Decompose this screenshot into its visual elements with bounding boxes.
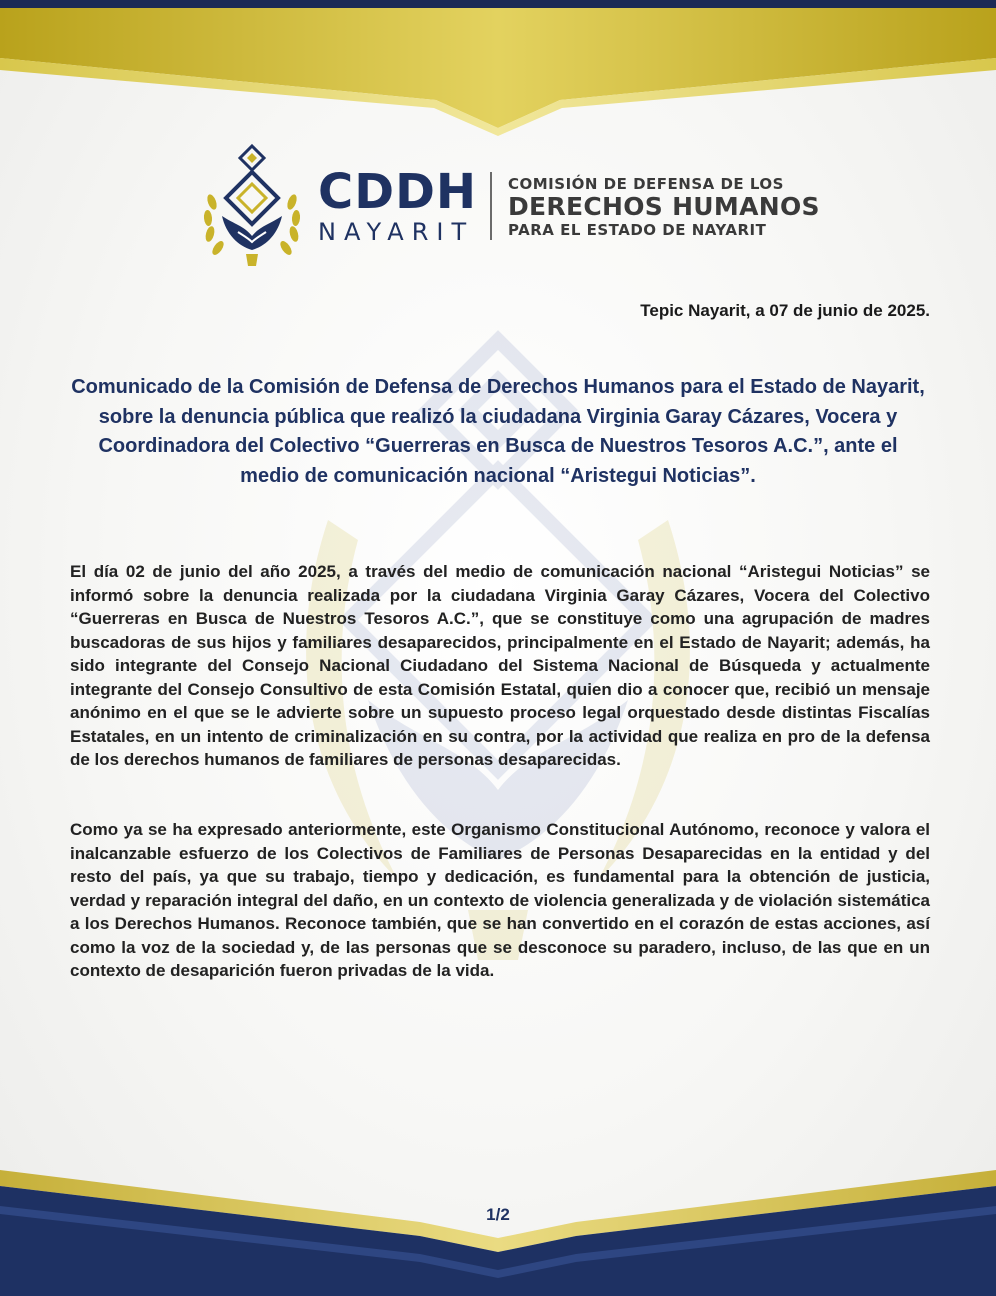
brand-divider <box>490 172 492 240</box>
brand-full-line1: COMISIÓN DE DEFENSA DE LOS <box>508 175 784 193</box>
document-date: Tepic Nayarit, a 07 de junio de 2025. <box>640 301 930 320</box>
brand-region: NAYARIT <box>318 218 475 246</box>
document-title: Comunicado de la Comisión de Defensa de Derechos Humanos para el Estado de Nayarit, sobre la denuncia pública que realizó la ciudadana Virginia Garay Cázares, Vocera y Coordinadora del Colectivo “Guerreras en Busca de Nuestros Tesoros A.C.”, ante el medio de comunicación nacional “Aristegui Noticias”. <box>71 376 925 487</box>
top-decorative-band <box>0 0 996 140</box>
brand-short-name: CDDH <box>318 164 478 220</box>
brand-full-line2: DERECHOS HUMANOS <box>508 192 820 221</box>
brand-full-name <box>508 174 820 240</box>
body-paragraph-2: Como ya se ha expresado anteriormente, este Organismo Constitucional Autónomo, reconoce y valora el inalcanzable esfuerzo de los Colectivos de Familiares de Personas Desaparecidas en la entidad y del resto del país, ya que su trabajo, tiempo y dedicación, es fundamental para la obtención de justicia, verdad y reparación integral del daño, en un contexto de violencia generalizada y de violación sistemática a los Derechos Humanos. Reconoce también, que se han convertido en el corazón de estas acciones, así como la voz de la sociedad y, de las personas que se desconoce su paradero, incluso, de las que en un contexto de desaparición fueron privadas de la vida. <box>70 820 930 980</box>
body-paragraph-1: El día 02 de junio del año 2025, a través del medio de comunicación nacional “Aristegui Noticias” se informó sobre la denuncia realizada por la ciudadana Virginia Garay Cázares, Vocera del Colectivo “Guerreras en Busca de Nuestros Tesoros A.C.”, que se constituye como una agrupación de madres buscadoras de sus hijos y familiares desaparecidos, principalmente en el Estado de Nayarit; además, ha sido integrante del Consejo Nacional Ciudadano del Sistema Nacional de Búsqueda y actualmente integrante del Consejo Consultivo de esta Comisión Estatal, quien dio a conocer que, recibió un mensaje anónimo en el que se le advierte sobre un supuesto proceso legal orquestado desde distintas Fiscalías Estatales, en un intento de criminalización en su contra, por la actividad que realiza en pro de la defensa de los derechos humanos de familiares de personas desaparecidas. <box>70 562 930 769</box>
brand-full-line3: PARA EL ESTADO DE NAYARIT <box>508 221 767 239</box>
page-number: 1/2 <box>486 1205 510 1224</box>
brand-acronym <box>318 164 478 246</box>
cddh-emblem-icon <box>198 142 306 272</box>
